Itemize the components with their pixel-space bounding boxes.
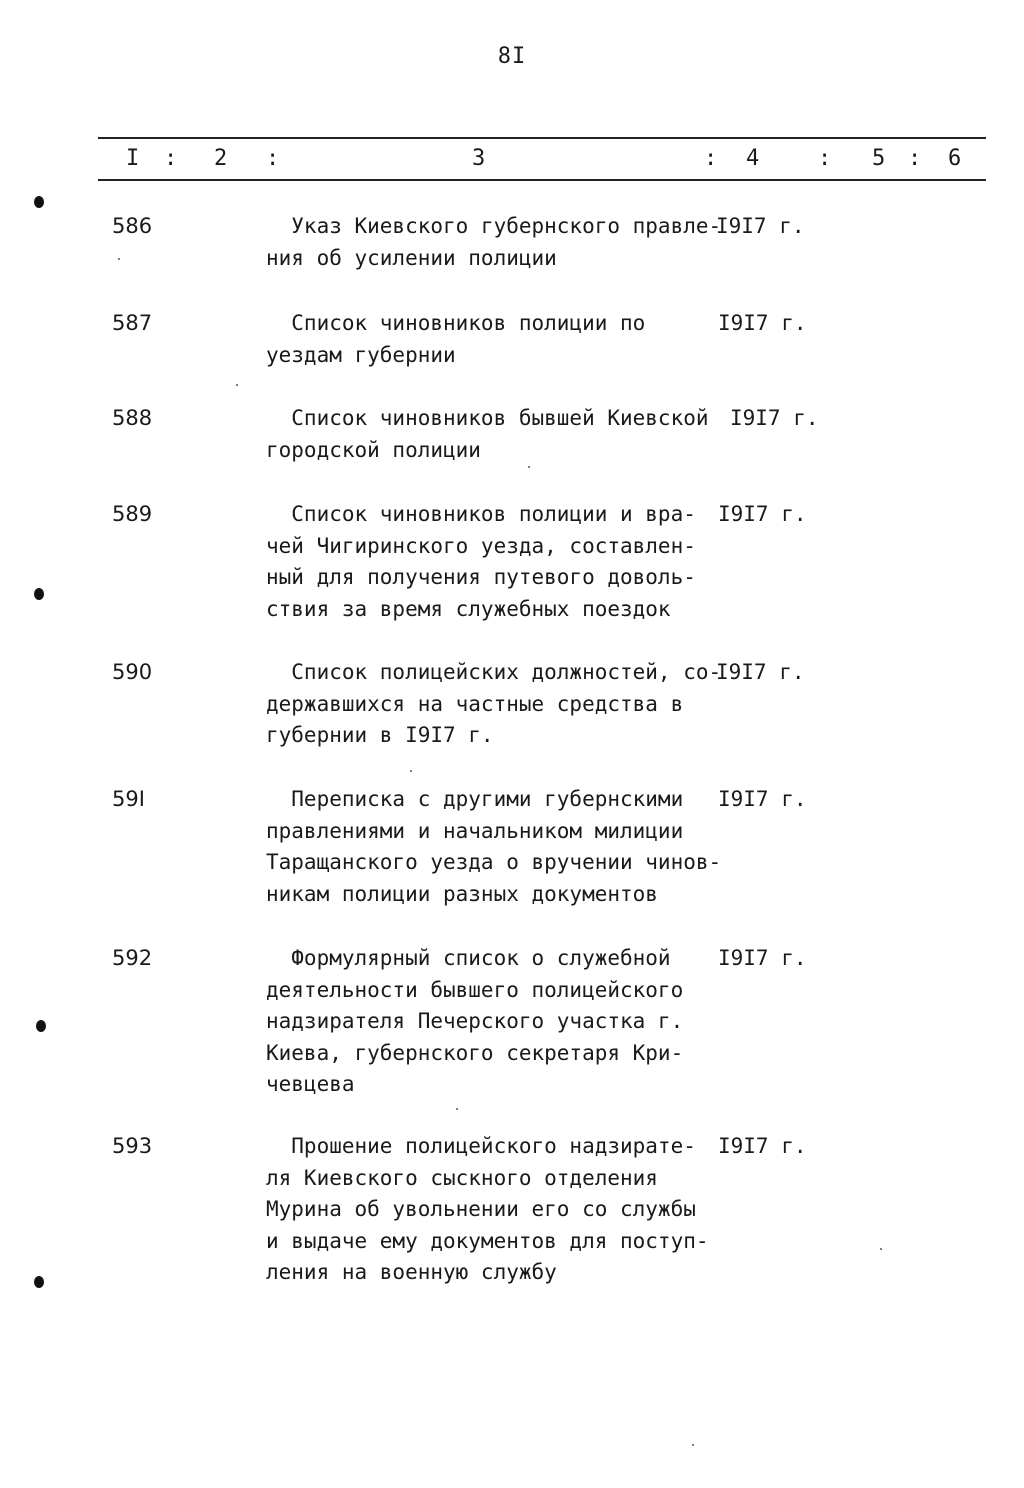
table-header-bottom-rule: [98, 179, 986, 181]
entry-description: Список полицейских должностей, со- державшихся на частные средства в губернии в I9I7 г.: [266, 660, 722, 747]
entry-year: I9I7 г.: [718, 946, 807, 970]
entry-description: Формулярный список о служебной деятельности бывшего полицейского надзирателя Печерского участка г. Киева, губернского секретаря Кри- чевцева: [266, 946, 684, 1096]
scan-speck: [528, 466, 530, 468]
entry-description: Список чиновников бывшей Киевской городской полиции: [266, 406, 709, 462]
column-separator: :: [704, 146, 718, 171]
entry-year: I9I7 г.: [718, 1134, 807, 1158]
scan-speck: [880, 1248, 882, 1250]
entry-number: 593: [112, 1134, 153, 1158]
binder-hole-mark: [34, 196, 44, 208]
entry-year: I9I7 г.: [730, 406, 819, 430]
entry-number: 59I: [112, 787, 145, 811]
column-separator: :: [908, 146, 922, 171]
binder-hole-mark: [34, 1276, 44, 1288]
column-separator: :: [266, 146, 280, 171]
page-number: 8I: [497, 44, 527, 69]
column-header-4: 4: [746, 146, 760, 171]
column-header-6: 6: [948, 146, 962, 171]
entry-year: I9I7 г.: [716, 660, 805, 684]
scan-speck: [118, 258, 120, 260]
entry-number: 588: [112, 406, 153, 430]
binder-hole-mark: [34, 588, 44, 600]
entry-year: I9I7 г.: [716, 214, 805, 238]
entry-number: 592: [112, 946, 153, 970]
entry-number: 586: [112, 214, 153, 238]
binder-hole-mark: [36, 1020, 46, 1032]
entry-year: I9I7 г.: [718, 311, 807, 335]
entry-description: Переписка с другими губернскими правлениями и начальником милиции Таращанского уезда о вручении чинов- никам полиции разных документов: [266, 787, 722, 906]
scan-speck: [692, 1444, 694, 1446]
column-header-3: 3: [472, 146, 486, 171]
entry-year: I9I7 г.: [718, 502, 807, 526]
entry-year: I9I7 г.: [718, 787, 807, 811]
column-header-1: I: [126, 146, 140, 171]
entry-description: Прошение полицейского надзирате- ля Киевского сыскного отделения Мурина об увольнении его со службы и выдаче ему документов для поступ- ления на военную службу: [266, 1134, 709, 1284]
scan-speck: [456, 1108, 458, 1110]
scan-speck: [410, 770, 412, 772]
table-header-top-rule: [98, 137, 986, 139]
entry-number: 587: [112, 311, 153, 335]
column-header-2: 2: [214, 146, 228, 171]
scan-speck: [236, 384, 238, 386]
column-separator: :: [818, 146, 832, 171]
entry-number: 589: [112, 502, 153, 526]
column-separator: :: [164, 146, 178, 171]
entry-description: Список чиновников полиции по уездам губернии: [266, 311, 646, 367]
entry-description: Указ Киевского губернского правле- ния об усилении полиции: [266, 214, 722, 270]
column-header-5: 5: [872, 146, 886, 171]
entry-description: Список чиновников полиции и вра- чей Чигиринского уезда, составлен- ный для получения путевого доволь- ствия за время служебных поездок: [266, 502, 696, 621]
entry-number: 590: [112, 660, 153, 684]
